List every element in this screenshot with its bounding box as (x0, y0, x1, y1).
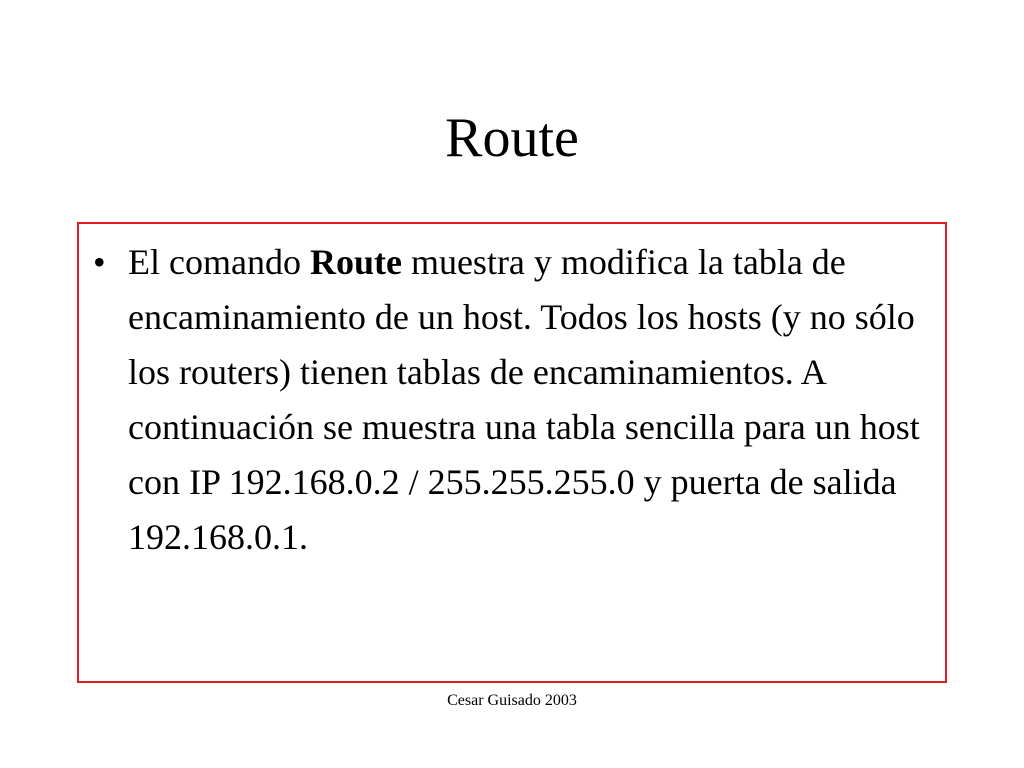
bullet-item (93, 235, 939, 565)
bullet-text-before: El comando (128, 242, 310, 282)
content-box (77, 222, 947, 683)
bullet-marker: • (93, 242, 106, 282)
footer-credit: Cesar Guisado 2003 (447, 692, 577, 709)
bullet-text (128, 242, 920, 557)
bullet-list (93, 235, 939, 565)
bullet-text-after: muestra y modifica la tabla de encaminamiento de un host. Todos los hosts (y no sólo los routers) tienen tablas de encaminamientos. A continuación se muestra una tabla sencilla para un host con IP 192.168.0.2 / 255.255.255.0 y puerta de salida 192.168.0.1. (128, 242, 920, 557)
slide-title: Route (445, 107, 579, 169)
bullet-text-bold: Route (309, 242, 402, 282)
